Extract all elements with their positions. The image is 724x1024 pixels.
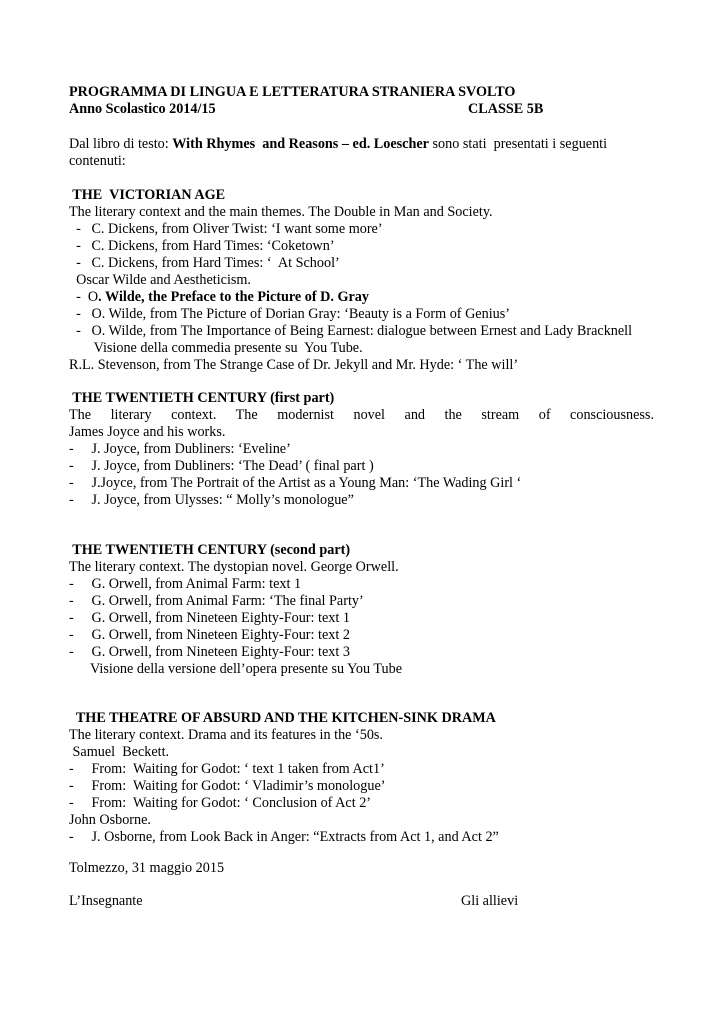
list-item-note: Visione della versione dell’opera presente su You Tube bbox=[69, 661, 403, 677]
list-item: - G. Orwell, from Nineteen Eighty-Four: text 2 bbox=[69, 627, 350, 643]
osborne-intro: John Osborne. bbox=[69, 812, 151, 828]
list-item: - G. Orwell, from Nineteen Eighty-Four: text 1 bbox=[69, 610, 350, 626]
stevenson-line: R.L. Stevenson, from The Strange Case of Dr. Jekyll and Mr. Hyde: ‘ The will’ bbox=[69, 357, 519, 373]
list-item: - O. Wilde, from The Picture of Dorian Gray: ‘Beauty is a Form of Genius’ bbox=[69, 306, 510, 322]
list-item: - O. Wilde, the Preface to the Picture of D. Gray bbox=[69, 289, 369, 305]
list-item: - J. Joyce, from Dubliners: ‘The Dead’ ( final part ) bbox=[69, 458, 374, 474]
twentieth2-context: The literary context. The dystopian novel. George Orwell. bbox=[69, 559, 399, 575]
document-title: PROGRAMMA DI LINGUA E LETTERATURA STRANIERA SVOLTO bbox=[69, 84, 516, 100]
list-item: - G. Orwell, from Nineteen Eighty-Four: text 3 bbox=[69, 644, 350, 660]
list-item: - From: Waiting for Godot: ‘ text 1 taken from Act1’ bbox=[69, 761, 385, 777]
place-date: Tolmezzo, 31 maggio 2015 bbox=[69, 860, 225, 876]
textbook-title: With Rhymes and Reasons – ed. Loescher bbox=[172, 136, 429, 152]
list-item: - G. Orwell, from Animal Farm: text 1 bbox=[69, 576, 302, 592]
section-heading-twentieth-1: THE TWENTIETH CENTURY (first part) bbox=[69, 390, 335, 406]
list-item: - J.Joyce, from The Portrait of the Artist as a Young Man: ‘The Wading Girl ‘ bbox=[69, 475, 522, 491]
section-heading-twentieth-2: THE TWENTIETH CENTURY (second part) bbox=[69, 542, 351, 558]
wilde-intro: Oscar Wilde and Aestheticism. bbox=[69, 272, 251, 288]
list-item: - From: Waiting for Godot: ‘ Conclusion of Act 2’ bbox=[69, 795, 372, 811]
list-item: - J. Joyce, from Ulysses: “ Molly’s monologue” bbox=[69, 492, 354, 508]
intro-line-1: Dal libro di testo: With Rhymes and Reasons – ed. Loescher sono stati presentati i seguenti bbox=[69, 136, 608, 152]
list-item: - O. Wilde, from The Importance of Being Earnest: dialogue between Ernest and Lady Bracknell bbox=[69, 323, 633, 339]
class-label: CLASSE 5B bbox=[468, 101, 544, 117]
list-item: - J. Osborne, from Look Back in Anger: “Extracts from Act 1, and Act 2” bbox=[69, 829, 499, 845]
twentieth1-context: The literary context. The modernist novel and the stream of consciousness. bbox=[69, 407, 654, 423]
section-heading-victorian: THE VICTORIAN AGE bbox=[69, 187, 226, 203]
list-item: - C. Dickens, from Hard Times: ‘ At School’ bbox=[69, 255, 340, 271]
theatre-context: The literary context. Drama and its features in the ‘50s. bbox=[69, 727, 383, 743]
list-item: - C. Dickens, from Oliver Twist: ‘I want some more’ bbox=[69, 221, 383, 237]
victorian-context: The literary context and the main themes. The Double in Man and Society. bbox=[69, 204, 493, 220]
joyce-intro: James Joyce and his works. bbox=[69, 424, 226, 440]
teacher-signature-label: L’Insegnante bbox=[69, 893, 143, 909]
students-signature-label: Gli allievi bbox=[461, 893, 519, 909]
school-year: Anno Scolastico 2014/15 bbox=[69, 101, 216, 117]
section-heading-theatre: THE THEATRE OF ABSURD AND THE KITCHEN-SINK DRAMA bbox=[69, 710, 496, 726]
list-item: - J. Joyce, from Dubliners: ‘Eveline’ bbox=[69, 441, 291, 457]
list-item-note: Visione della commedia presente su You Tube. bbox=[69, 340, 363, 356]
list-item: - From: Waiting for Godot: ‘ Vladimir’s monologue’ bbox=[69, 778, 386, 794]
beckett-intro: Samuel Beckett. bbox=[69, 744, 170, 760]
list-item: - G. Orwell, from Animal Farm: ‘The final Party’ bbox=[69, 593, 364, 609]
list-item: - C. Dickens, from Hard Times: ‘Coketown’ bbox=[69, 238, 335, 254]
intro-line-2: contenuti: bbox=[69, 153, 126, 169]
